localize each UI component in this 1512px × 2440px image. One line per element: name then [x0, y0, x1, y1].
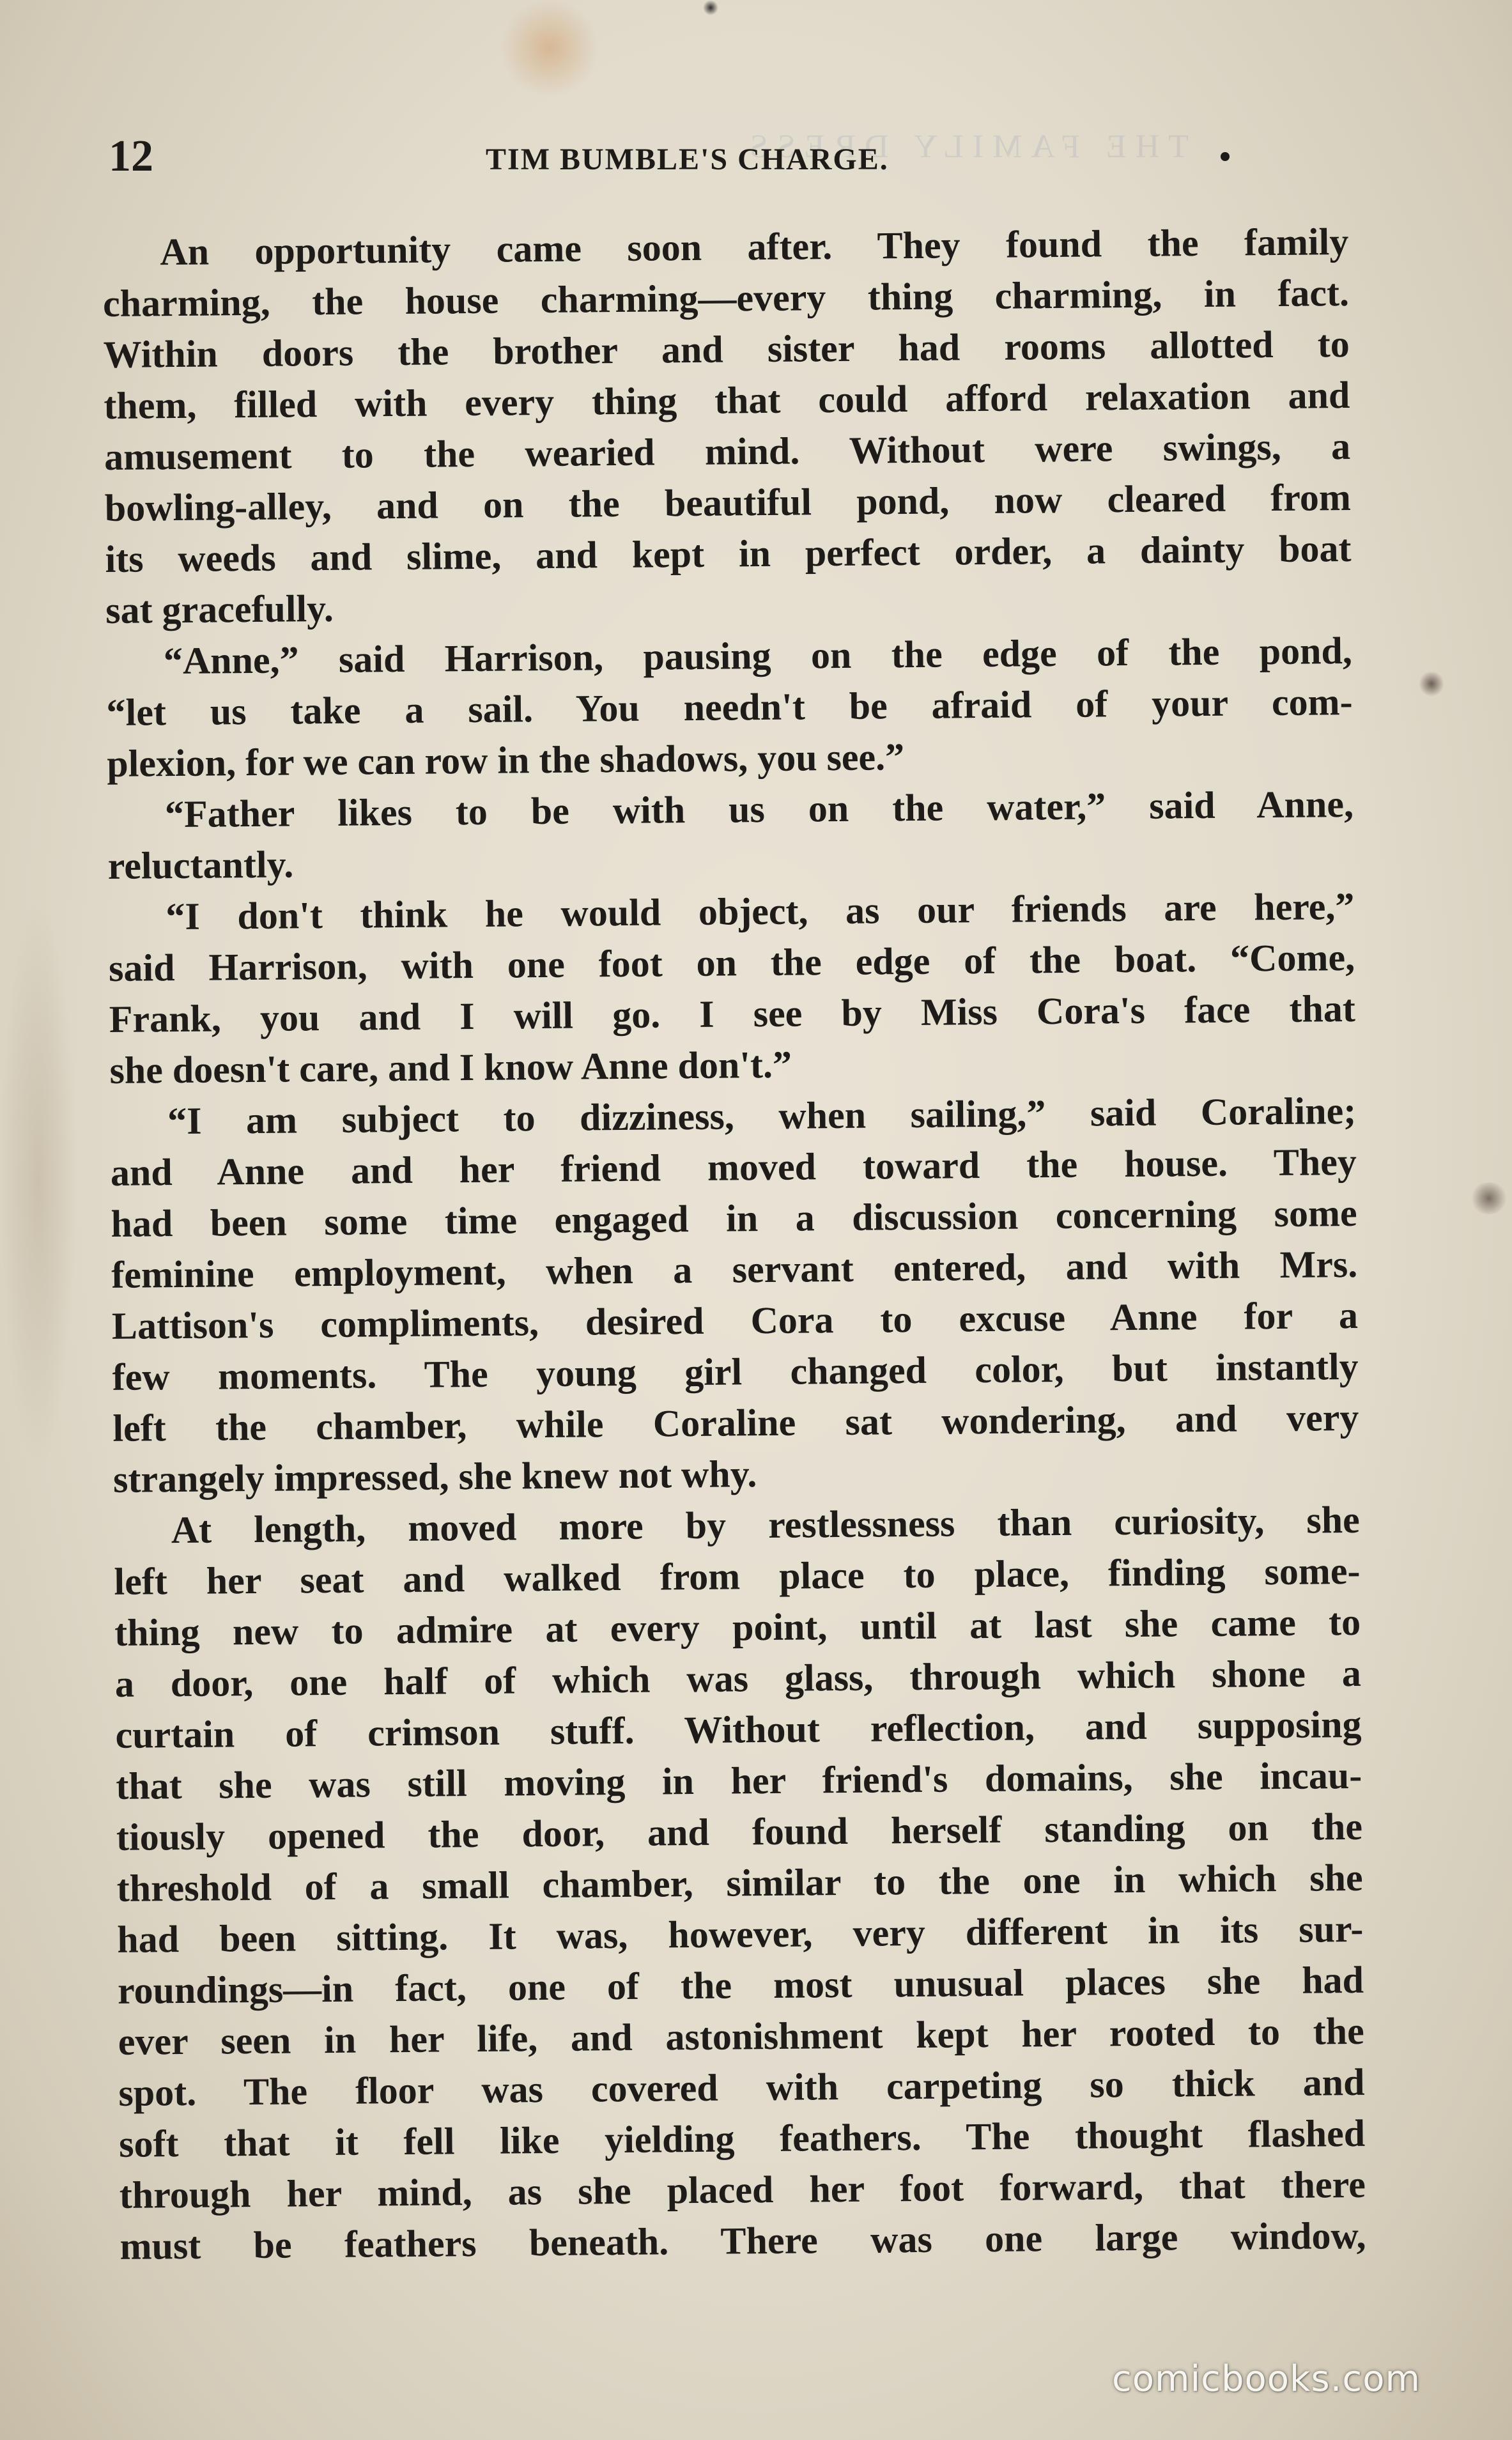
text-line: charming, the house charming—every thing charming, in fact. [102, 271, 1350, 325]
text-line: feminine employment, when a servant entered, and with Mrs. [111, 1242, 1358, 1296]
text-line: At length, moved more by restlessness than curiosity, she [171, 1498, 1361, 1552]
text-line: amusement to the wearied mind. Without were swings, a [104, 424, 1351, 478]
text-line: a door, one half of which was glass, through which shone a [114, 1651, 1362, 1705]
paper-stain [498, 0, 601, 96]
text-line: that she was still moving in her friend's domains, she incau- [116, 1754, 1362, 1807]
text-line: Within doors the brother and sister had rooms allotted to [103, 322, 1350, 376]
text-line: thing new to admire at every point, until at last she came to [114, 1600, 1361, 1654]
text-line: soft that it fell like yielding feathers. The thought flashed [118, 2112, 1366, 2165]
text-line: said Harrison, with one foot on the edge of the boat. “Come, [108, 936, 1355, 989]
text-line: must be feathers beneath. There was one large window, [120, 2214, 1366, 2267]
text-line: “let us take a sail. You needn't be afraid of your com- [106, 680, 1353, 734]
text-line: tiously opened the door, and found herself standing on the [116, 1805, 1363, 1858]
text-line: Lattison's compliments, desired Cora to excuse Anne for a [111, 1293, 1359, 1347]
body-text [102, 216, 1366, 2304]
text-line: she doesn't care, and I know Anne don't.” [109, 1043, 792, 1092]
text-line: “Anne,” said Harrison, pausing on the edge of the pond, [163, 629, 1353, 683]
paper-stain [1419, 671, 1444, 697]
text-line: “Father likes to be with us on the water,” said Anne, [164, 782, 1354, 836]
text-line: them, filled with every thing that could afford relaxation and [104, 373, 1350, 427]
text-line: strangely impressed, she knew not why. [112, 1453, 757, 1501]
text-line: left her seat and walked from place to place, finding some- [114, 1549, 1361, 1603]
text-line: bowling-alley, and on the beautiful pond, now cleared from [104, 475, 1352, 529]
text-line: plexion, for we can row in the shadows, you see.” [107, 736, 905, 785]
text-line: “I don't think he would object, as our friends are here,” [166, 884, 1355, 938]
text-line: its weeds and slime, and kept in perfect order, a dainty boat [105, 527, 1352, 580]
text-line: “I am subject to dizziness, when sailing,” said Coraline; [167, 1089, 1357, 1143]
text-line: left the chamber, while Coraline sat wondering, and very [112, 1396, 1359, 1449]
header-ornament [1221, 152, 1230, 161]
page-number: 12 [109, 132, 153, 181]
text-line: ever seen in her life, and astonishment kept her rooted to the [118, 2009, 1364, 2063]
text-line: through her mind, as she placed her foot forward, that there [119, 2163, 1366, 2216]
text-line: sat gracefully. [105, 587, 334, 631]
paper-stain [1470, 1182, 1508, 1214]
text-line: had been some time engaged in a discussion concerning some [111, 1191, 1357, 1245]
text-line: curtain of crimson stuff. Without reflection, and supposing [115, 1703, 1362, 1756]
text-line: and Anne and her friend moved toward the house. They [110, 1140, 1357, 1194]
page-header [105, 134, 1233, 185]
text-line: few moments. The young girl changed color, but instantly [112, 1345, 1359, 1398]
text-line: roundings—in fact, one of the most unusual places she had [117, 1958, 1364, 2012]
text-line: reluctantly. [107, 843, 294, 887]
bleed-through-header: THE FAMILY DRESS [740, 128, 1189, 165]
running-head: TIM BUMBLE'S CHARGE. [486, 143, 889, 176]
text-line: An opportunity came soon after. They found the family [160, 220, 1349, 274]
text-line: had been sitting. It was, however, very different in its sur- [117, 1907, 1364, 1961]
text-line: Frank, you and I will go. I see by Miss Cora's face that [109, 987, 1356, 1040]
paper-stain [703, 0, 718, 15]
paper-stain [0, 895, 77, 1470]
watermark: comicbooks.com [1112, 2358, 1421, 2400]
text-line: spot. The floor was covered with carpeting so thick and [118, 2060, 1365, 2114]
text-line: threshold of a small chamber, similar to the one in which she [116, 1856, 1363, 1910]
